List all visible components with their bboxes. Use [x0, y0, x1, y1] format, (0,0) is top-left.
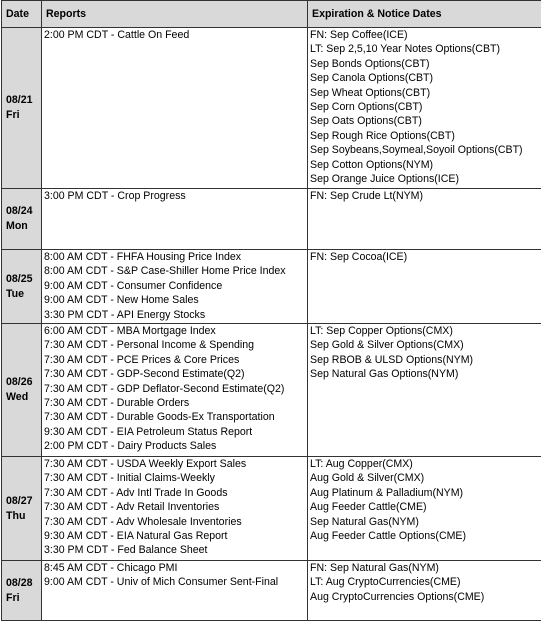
- report-item: 2:00 PM CDT - Dairy Products Sales: [44, 439, 305, 453]
- expiration-item: Aug Gold & Silver(CMX): [310, 471, 539, 485]
- table-row: [2, 457, 541, 561]
- economic-calendar-table: [1, 0, 541, 621]
- expiration-item: FN: Sep Natural Gas(NYM): [310, 561, 539, 575]
- expirations-cell: [308, 189, 541, 250]
- report-item: 3:30 PM CDT - API Energy Stocks: [44, 308, 305, 322]
- report-item: 9:00 AM CDT - New Home Sales: [44, 293, 305, 307]
- report-item: 9:30 AM CDT - EIA Natural Gas Report: [44, 529, 305, 543]
- reports-cell: [42, 324, 308, 457]
- expirations-cell: [308, 561, 541, 621]
- expiration-item: Aug Platinum & Palladium(NYM): [310, 486, 539, 500]
- report-item: 7:30 AM CDT - Adv Wholesale Inventories: [44, 515, 305, 529]
- report-item: 3:30 PM CDT - Fed Balance Sheet: [44, 543, 305, 557]
- reports-cell: [42, 457, 308, 561]
- table-row: [2, 189, 541, 250]
- table-row: [2, 561, 541, 621]
- table-row: [2, 250, 541, 324]
- calendar-body: [2, 28, 541, 621]
- expiration-item: Sep Rough Rice Options(CBT): [310, 129, 539, 143]
- expiration-item: Sep Orange Juice Options(ICE): [310, 172, 539, 186]
- expirations-cell: [308, 28, 541, 189]
- expiration-item: LT: Sep 2,5,10 Year Notes Options(CBT): [310, 42, 539, 56]
- report-item: 9:00 AM CDT - Univ of Mich Consumer Sent-Final: [44, 575, 305, 589]
- expiration-item: Aug Feeder Cattle(CME): [310, 500, 539, 514]
- date-value: 08/21: [6, 93, 37, 108]
- date-cell: [2, 324, 42, 457]
- day-of-week: Tue: [6, 287, 37, 302]
- report-item: 9:30 AM CDT - EIA Petroleum Status Report: [44, 425, 305, 439]
- report-item: 2:00 PM CDT - Cattle On Feed: [44, 28, 305, 42]
- expiration-item: Sep Oats Options(CBT): [310, 114, 539, 128]
- table-row: [2, 28, 541, 189]
- report-item: 3:00 PM CDT - Crop Progress: [44, 189, 305, 203]
- report-item: 7:30 AM CDT - GDP-Second Estimate(Q2): [44, 367, 305, 381]
- expirations-cell: [308, 250, 541, 324]
- date-value: 08/27: [6, 494, 37, 509]
- date-cell: [2, 561, 42, 621]
- expiration-item: Sep Cotton Options(NYM): [310, 158, 539, 172]
- report-item: 7:30 AM CDT - GDP Deflator-Second Estimate(Q2): [44, 382, 305, 396]
- day-of-week: Wed: [6, 390, 37, 405]
- report-item: 7:30 AM CDT - PCE Prices & Core Prices: [44, 353, 305, 367]
- report-item: 7:30 AM CDT - Personal Income & Spending: [44, 338, 305, 352]
- report-item: 7:30 AM CDT - Durable Orders: [44, 396, 305, 410]
- day-of-week: Fri: [6, 108, 37, 123]
- date-cell: [2, 189, 42, 250]
- expirations-cell: [308, 457, 541, 561]
- expiration-item: FN: Sep Crude Lt(NYM): [310, 189, 539, 203]
- report-item: 9:00 AM CDT - Consumer Confidence: [44, 279, 305, 293]
- expiration-item: Sep RBOB & ULSD Options(NYM): [310, 353, 539, 367]
- date-value: 08/24: [6, 204, 37, 219]
- date-cell: [2, 457, 42, 561]
- day-of-week: Thu: [6, 509, 37, 524]
- expiration-item: FN: Sep Cocoa(ICE): [310, 250, 539, 264]
- report-item: 6:00 AM CDT - MBA Mortgage Index: [44, 324, 305, 338]
- report-item: 7:30 AM CDT - Durable Goods-Ex Transportation: [44, 410, 305, 424]
- expiration-item: Sep Canola Options(CBT): [310, 71, 539, 85]
- day-of-week: Mon: [6, 219, 37, 234]
- report-item: 7:30 AM CDT - Adv Retail Inventories: [44, 500, 305, 514]
- expiration-item: LT: Sep Copper Options(CMX): [310, 324, 539, 338]
- expirations-cell: [308, 324, 541, 457]
- expiration-item: LT: Aug Copper(CMX): [310, 457, 539, 471]
- header-row: [2, 1, 541, 28]
- reports-column-header: Reports: [42, 1, 308, 28]
- expiration-item: Sep Bonds Options(CBT): [310, 57, 539, 71]
- expiration-column-header: Expiration & Notice Dates: [308, 1, 541, 28]
- reports-cell: [42, 561, 308, 621]
- date-cell: [2, 28, 42, 189]
- date-value: 08/25: [6, 272, 37, 287]
- date-value: 08/28: [6, 576, 37, 591]
- expiration-item: Sep Wheat Options(CBT): [310, 86, 539, 100]
- report-item: 7:30 AM CDT - Adv Intl Trade In Goods: [44, 486, 305, 500]
- report-item: 8:45 AM CDT - Chicago PMI: [44, 561, 305, 575]
- day-of-week: Fri: [6, 591, 37, 606]
- expiration-item: Sep Natural Gas Options(NYM): [310, 367, 539, 381]
- table-row: [2, 324, 541, 457]
- report-item: 7:30 AM CDT - Initial Claims-Weekly: [44, 471, 305, 485]
- expiration-item: Aug Feeder Cattle Options(CME): [310, 529, 539, 543]
- expiration-item: Sep Natural Gas(NYM): [310, 515, 539, 529]
- date-column-header: Date: [2, 1, 42, 28]
- expiration-item: FN: Sep Coffee(ICE): [310, 28, 539, 42]
- report-item: 7:30 AM CDT - USDA Weekly Export Sales: [44, 457, 305, 471]
- date-cell: [2, 250, 42, 324]
- expiration-item: LT: Aug CryptoCurrencies(CME): [310, 575, 539, 589]
- reports-cell: [42, 189, 308, 250]
- expiration-item: Aug CryptoCurrencies Options(CME): [310, 590, 539, 604]
- expiration-item: Sep Corn Options(CBT): [310, 100, 539, 114]
- reports-cell: [42, 28, 308, 189]
- expiration-item: Sep Soybeans,Soymeal,Soyoil Options(CBT): [310, 143, 539, 157]
- report-item: 8:00 AM CDT - S&P Case-Shiller Home Price Index: [44, 264, 305, 278]
- reports-cell: [42, 250, 308, 324]
- date-value: 08/26: [6, 375, 37, 390]
- report-item: 8:00 AM CDT - FHFA Housing Price Index: [44, 250, 305, 264]
- expiration-item: Sep Gold & Silver Options(CMX): [310, 338, 539, 352]
